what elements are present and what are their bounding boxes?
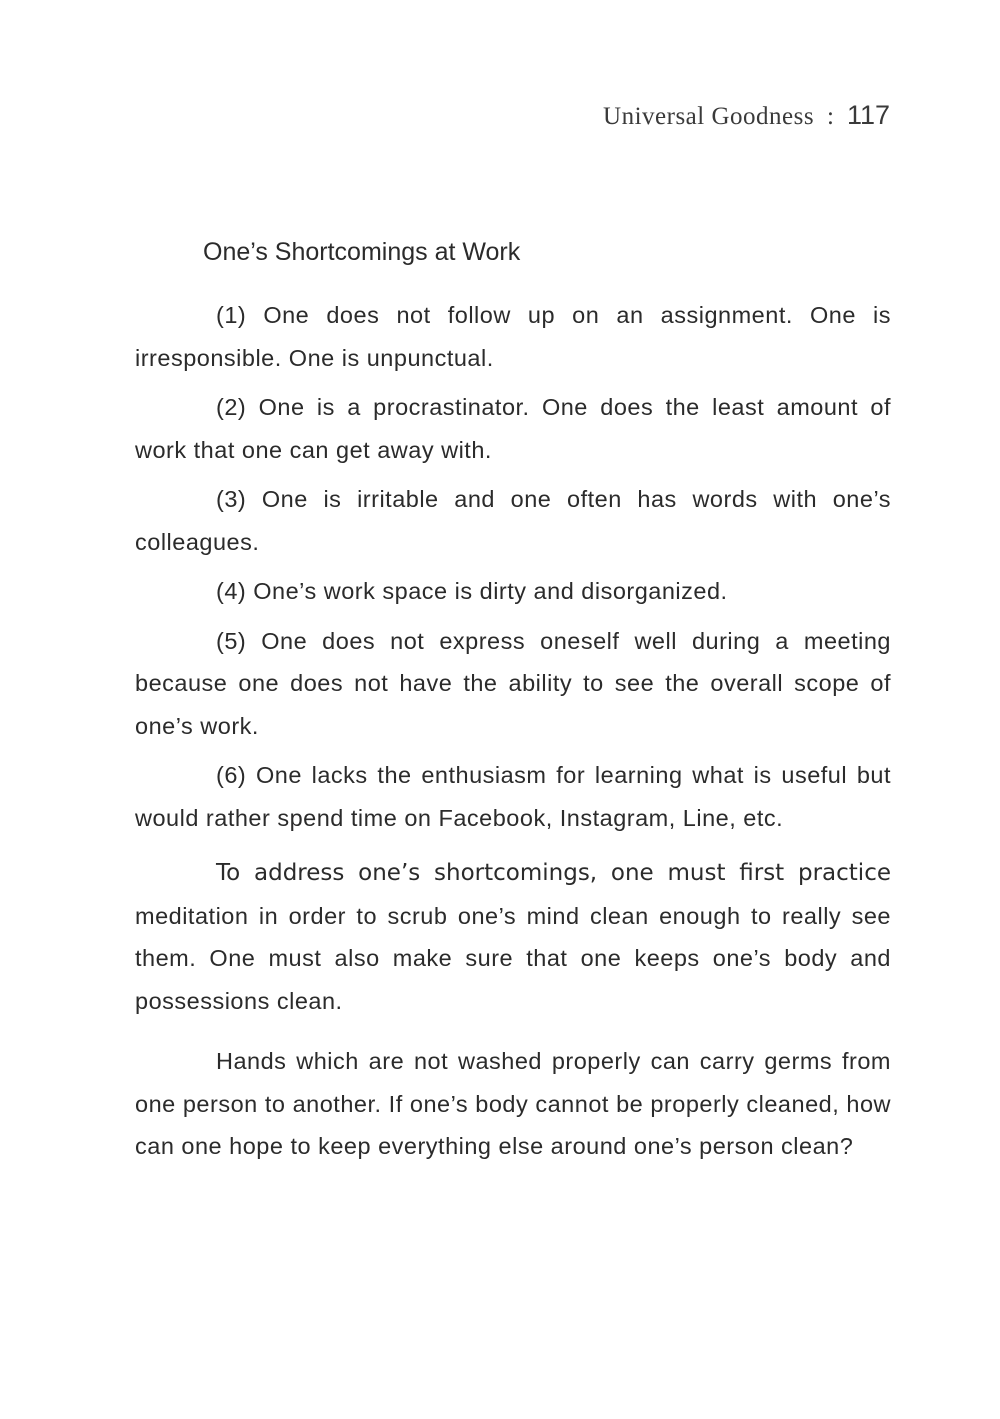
section-heading: One’s Shortcomings at Work [203, 238, 521, 266]
list-item-4: (4) One’s work space is dirty and disorganized. [216, 578, 728, 604]
list-item-5: (5) One does not express oneself well during a meeting because one does not have the ability to see the overall scope of one’s work. [135, 627, 891, 739]
list-item-6: (6) One lacks the enthusiasm for learning what is useful but would rather spend time on Facebook, Instagram, Line, etc. [135, 762, 891, 831]
list-item-3: (3) One is irritable and one often has words with one’s colleagues. [135, 486, 891, 555]
page-number: 117 [846, 100, 890, 130]
address-paragraph [135, 851, 891, 1022]
running-header [603, 100, 890, 131]
header-title: Universal Goodness [603, 103, 815, 130]
address-paragraph-lead: To address one’s shortcomings, one must first practice [216, 860, 891, 886]
address-paragraph-rest: meditation in order to scrub one’s mind clean enough to really see them. One must also make sure that one keeps one’s body and possessions clean. [135, 902, 891, 1014]
header-separator: : [827, 103, 834, 130]
list-item-2: (2) One is a procrastinator. One does the least amount of work that one can get away with. [135, 394, 891, 463]
hands-paragraph: Hands which are not washed properly can carry germs from one person to another. If one’s body cannot be properly cleaned, how can one hope to keep everything else around one’s person clean? [135, 1048, 891, 1159]
list-item-1: (1) One does not follow up on an assignment. One is irresponsible. One is unpunctual. [135, 302, 891, 371]
body-text [135, 294, 891, 1168]
